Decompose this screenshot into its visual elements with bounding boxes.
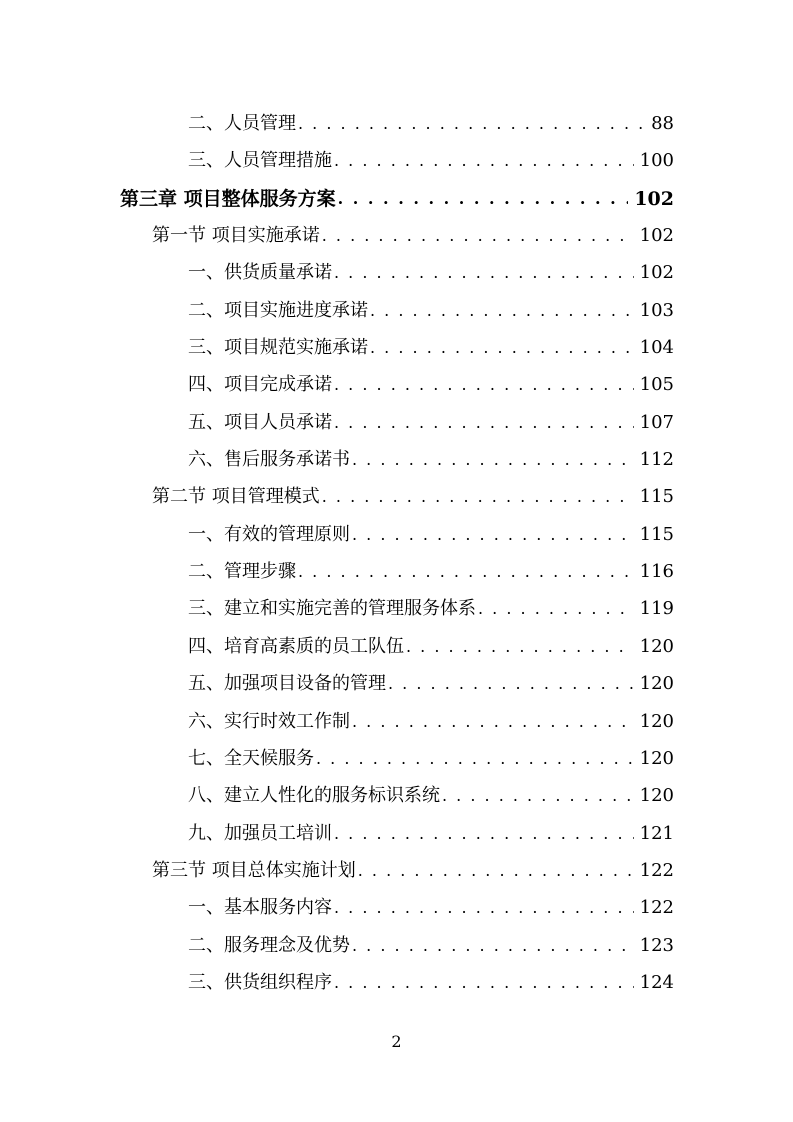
toc-entry-page: 120 <box>639 748 674 769</box>
toc-entry-page: 100 <box>639 150 674 171</box>
toc-entry-section[interactable] <box>152 478 674 508</box>
toc-entry[interactable] <box>188 105 674 135</box>
toc-leader-dots <box>334 973 634 994</box>
toc-leader-dots <box>352 712 634 733</box>
toc-leader-dots <box>334 413 634 434</box>
toc-entry-page: 122 <box>639 860 674 881</box>
toc-leader-dots <box>298 562 634 583</box>
toc-entry-title: 四、培育高素质的员工队伍 <box>188 636 404 657</box>
toc-entry[interactable] <box>188 404 674 434</box>
toc-entry-title: 八、建立人性化的服务标识系统 <box>188 785 440 806</box>
toc-leader-dots <box>406 637 634 658</box>
toc-entry[interactable] <box>188 142 674 172</box>
toc-leader-dots <box>358 861 634 882</box>
toc-entry-title: 第三章 项目整体服务方案 <box>120 188 336 210</box>
toc-entry-title: 第二节 项目管理模式 <box>152 486 320 507</box>
toc-entry-title: 二、服务理念及优势 <box>188 935 350 956</box>
toc-entry-section[interactable] <box>152 852 674 882</box>
toc-leader-dots <box>322 487 634 508</box>
toc-entry[interactable] <box>188 366 674 396</box>
toc-entry[interactable] <box>188 777 674 807</box>
toc-entry-page: 88 <box>651 113 674 134</box>
toc-entry-page: 112 <box>639 449 674 470</box>
toc-entry-page: 102 <box>639 225 674 246</box>
toc-leader-dots <box>334 263 634 284</box>
toc-entry-title: 三、项目规范实施承诺 <box>188 337 368 358</box>
toc-leader-dots <box>322 226 634 247</box>
toc-entry-title: 二、人员管理 <box>188 113 296 134</box>
toc-entry-title: 五、项目人员承诺 <box>188 412 332 433</box>
toc-entry-title: 六、实行时效工作制 <box>188 711 350 732</box>
toc-entry-page: 107 <box>639 412 674 433</box>
toc-entry-title: 一、供货质量承诺 <box>188 262 332 283</box>
toc-entry-page: 102 <box>639 262 674 283</box>
toc-entry-title: 七、全天候服务 <box>188 748 314 769</box>
toc-entry[interactable] <box>188 329 674 359</box>
toc-entry[interactable] <box>188 889 674 919</box>
toc-entry[interactable] <box>188 740 674 770</box>
toc-entry-section[interactable] <box>152 217 674 247</box>
page-number: 2 <box>391 1032 402 1051</box>
toc-entry-title: 二、管理步骤 <box>188 561 296 582</box>
toc-leader-dots <box>334 898 634 919</box>
toc-entry-page: 120 <box>639 711 674 732</box>
toc-entry-page: 120 <box>639 673 674 694</box>
toc-entry-page: 115 <box>639 524 674 545</box>
toc-entry[interactable] <box>188 292 674 322</box>
toc-entry-title: 第一节 项目实施承诺 <box>152 225 320 246</box>
toc-entry[interactable] <box>188 964 674 994</box>
toc-leader-dots <box>338 189 629 210</box>
toc-entry-title: 二、项目实施进度承诺 <box>188 300 368 321</box>
toc-entry-title: 三、人员管理措施 <box>188 150 332 171</box>
toc-entry[interactable] <box>188 927 674 957</box>
toc-entry-title: 第三节 项目总体实施计划 <box>152 860 356 881</box>
toc-entry-page: 119 <box>639 598 674 619</box>
toc-entry-title: 三、建立和实施完善的管理服务体系 <box>188 598 476 619</box>
toc-leader-dots <box>370 301 634 322</box>
toc-leader-dots <box>352 936 634 957</box>
toc-leader-dots <box>334 151 634 172</box>
toc-leader-dots <box>388 674 634 695</box>
toc-leader-dots <box>352 450 634 471</box>
toc-leader-dots <box>370 338 634 359</box>
toc-entry-page: 121 <box>639 823 674 844</box>
toc-entry-page: 116 <box>639 561 674 582</box>
toc-entry-page: 120 <box>639 785 674 806</box>
toc-entry-page: 115 <box>639 486 674 507</box>
toc-entry-page: 124 <box>639 972 674 993</box>
toc-leader-dots <box>334 375 634 396</box>
toc-leader-dots <box>334 824 634 845</box>
toc-entry-title: 一、有效的管理原则 <box>188 524 350 545</box>
toc-entry-page: 123 <box>639 935 674 956</box>
toc-entry-title: 三、供货组织程序 <box>188 972 332 993</box>
toc-entry-page: 104 <box>639 337 674 358</box>
toc-entry-title: 一、基本服务内容 <box>188 897 332 918</box>
toc-entry[interactable] <box>188 703 674 733</box>
toc-leader-dots <box>442 786 634 807</box>
toc-entry-page: 102 <box>634 188 674 210</box>
toc-entry-title: 四、项目完成承诺 <box>188 374 332 395</box>
toc-entry[interactable] <box>188 441 674 471</box>
toc-leader-dots <box>316 749 634 770</box>
toc-leader-dots <box>478 599 634 620</box>
toc-entry-title: 九、加强员工培训 <box>188 823 332 844</box>
toc-entry-page: 103 <box>639 300 674 321</box>
toc-entry-page: 122 <box>639 897 674 918</box>
toc-leader-dots <box>352 525 634 546</box>
toc-entry[interactable] <box>188 665 674 695</box>
toc-entry[interactable] <box>188 628 674 658</box>
toc-entry[interactable] <box>188 815 674 845</box>
toc-entry[interactable] <box>188 590 674 620</box>
toc-leader-dots <box>298 114 645 135</box>
toc-entry-title: 五、加强项目设备的管理 <box>188 673 386 694</box>
toc-entry[interactable] <box>188 254 674 284</box>
toc-entry-page: 120 <box>639 636 674 657</box>
toc-entry-chapter[interactable] <box>120 180 674 210</box>
toc-entry[interactable] <box>188 516 674 546</box>
toc-entry[interactable] <box>188 553 674 583</box>
toc-entry-title: 六、售后服务承诺书 <box>188 449 350 470</box>
toc-entry-page: 105 <box>639 374 674 395</box>
